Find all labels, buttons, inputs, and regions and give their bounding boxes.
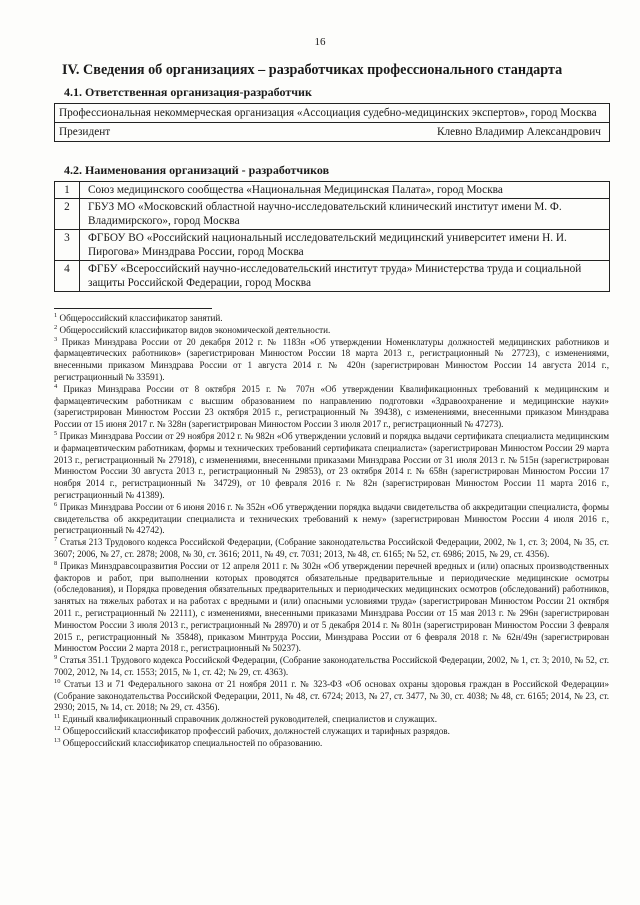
responsible-table [54,103,610,142]
developer-name: ГБУЗ МО «Московский областной научно-исследовательский клинический институт имени М. Ф. Владимирского», город Москва [80,199,610,230]
footnote [54,726,609,738]
footnote-marker: 1 [54,311,58,319]
section-title: IV. Сведения об организациях – разработчиках профессионального стандарта [62,62,563,78]
footnote-text: Общероссийский классификатор специальностей по образованию. [62,737,323,748]
footnote [54,679,609,714]
footnote-marker: 4 [54,382,58,390]
footnote-marker: 6 [54,500,58,508]
developer-name: Союз медицинского сообщества «Национальная Медицинская Палата», город Москва [80,182,610,199]
footnote [54,561,609,655]
footnote [54,325,609,337]
developer-num: 4 [55,261,80,292]
footnote-marker: 9 [54,654,58,662]
footnotes [54,313,609,749]
footnote [54,738,609,750]
footnote-marker: 5 [54,429,58,437]
footnote [54,502,609,537]
footnote [54,655,609,679]
footnote-text: Общероссийский классификатор занятий. [59,313,223,323]
footnote-marker: 8 [54,559,58,567]
footnote-marker: 12 [54,724,61,732]
footnote [54,337,609,384]
developer-name: ФГБУ «Всероссийский научно-исследовательский институт труда» Министерства труда и социальной защиты Российской Федерации, город Москва [80,261,610,292]
footnote-text: Общероссийский классификатор профессий рабочих, должностей служащих и тарифных разрядов. [62,725,450,736]
footnote-marker: 13 [54,736,61,744]
responsible-org-row [55,104,610,123]
footnote-text: Общероссийский классификатор видов экономической деятельности. [59,324,331,335]
footnote-separator [54,308,212,309]
developer-row [55,230,610,261]
footnote-marker: 11 [54,713,61,721]
footnote-marker: 2 [54,323,58,331]
footnote-text: Статьи 13 и 71 Федерального закона от 21 ноября 2011 г. № 323-ФЗ «Об основах охраны здоровья граждан в Российской Федерации» (Собрание законодательства Российской Федерации, 2011, № 48, ст. 6724; 2013, № 27, ст. 3477, № 30, ст. 4038; № 48, ст. 6165; 2014, № 23, ст. 2930; 2015, № 14, ст. 2018; № 29, ст. 4356). [54,678,610,713]
footnote [54,537,609,561]
developer-name: ФГБОУ ВО «Российский национальный исследовательский медицинский университет имени Н. И. Пирогова» Минздрава России, город Москва [80,230,610,261]
footnote-text: Приказ Минздрава России от 8 октября 2015 г. № 707н «Об утверждении Квалификационных требований к медицинским и фармацевтическим работникам с высшим образованием по направлению подготовки «Здравоохранение и медицинские науки» (зарегистрирован Минюстом России 23 октября 2015 г., регистрационный № 39438), с изменениями, внесенными приказом Минздрава России от 15 июня 2017 г. № 328н (зарегистрирован Минюстом России 3 июля 2017 г., регистрационный № 47273). [54,383,610,430]
footnote-text: Приказ Минздрава России от 6 июня 2016 г. № 352н «Об утверждении порядка выдачи свидетельства об аккредитации специалиста, формы свидетельства об аккредитации специалиста и технических требований к нему» (зарегистрирован Минюстом России 4 июля 2016 г., регистрационный № 42742). [54,501,609,536]
footnote-marker: 3 [54,335,58,343]
developer-row [55,261,610,292]
responsible-heading: 4.1. Ответственная организация-разработчик [64,85,312,99]
footnote-text: Приказ Минздрава России от 29 ноября 2012 г. № 982н «Об утверждении условий и порядка выдачи сертификата специалиста медицинским и фармацевтическим работникам, формы и технических требований сертификата специалиста» (зарегистрирован Минюстом России 29 марта 2013 г., регистрационный № 27918), с изменениями, внесенными приказами Минздрава России от 31 июля 2013 г. № 515н (зарегистрирован Минюстом России 30 августа 2013 г., регистрационный № 29853), от 23 октября 2014 г. № 658н (зарегистрирован Минюстом России 17 ноября 2014 г., регистрационный № 34729), от 10 февраля 2016 г. № 82н (зарегистрирован Минюстом России 11 марта 2016 г., регистрационный № 41389). [54,430,609,500]
developers-heading: 4.2. Наименования организаций - разработчиков [64,163,330,177]
footnote-text: Приказ Минздрава России от 20 декабря 2012 г. № 1183н «Об утверждении Номенклатуры должностей медицинских работников и фармацевтических работников» (зарегистрирован Минюстом России 18 марта 2013 г., регистрационный № 27723), с изменениями, внесенными приказом Минздрава России от 1 августа 2014 г. № 420н (зарегистрирован Минюстом России 14 августа 2014 г., регистрационный № 33591). [54,336,609,382]
footnote [54,313,609,325]
footnote-marker: 7 [54,536,58,544]
footnote [54,714,609,726]
responsible-org-name: Профессиональная некоммерческая организация «Ассоциация судебно-медицинских экспертов», город Москва [55,104,610,123]
responsible-position: Президент [59,126,111,138]
footnote-text: Приказ Минздравсоцразвития России от 12 апреля 2011 г. № 302н «Об утверждении перечней вредных и (или) опасных производственных факторов и работ, при выполнении которых проводятся обязательные предварительные и периодические медицинские осмотры (обследования), и Порядка проведения обязательных предварительных и периодических медицинских осмотров (обследований) работников, занятых на тяжелых работах и на работах с вредными и (или) опасными условиями труда» (зарегистрирован Минюстом России 21 октября 2011 г., регистрационный № 22111), с изменениями, внесенными приказами Минздрава России от 15 мая 2013 г. № 296н (зарегистрирован Минюстом России 3 июля 2013 г., регистрационный № 28970) и от 5 декабря 2014 г. № 801н (зарегистрирован Минюстом России 3 февраля 2015 г., регистрационный № 35848), приказом Минтруда России, Минздрава России от 6 февраля 2018 г. № 62н/49н (зарегистрирован Минюстом России 2 марта 2018 г., регистрационный № 50237). [54,560,609,654]
footnote-text: Статья 351.1 Трудового кодекса Российской Федерации, (Собрание законодательства Российской Федерации, 2002, № 1, ст. 3; 2010, № 52, ст. 7002, 2012, № 14, ст. 1553; 2015, № 1, ст. 42; № 29, ст. 4363). [54,655,609,677]
page-number: 16 [314,36,326,48]
developer-row [55,182,610,199]
footnote-marker: 10 [54,677,61,685]
footnote [54,431,609,502]
developer-row [55,199,610,230]
footnote-text: Единый квалификационный справочник должностей руководителей, специалистов и служащих. [62,714,438,725]
responsible-person-row [55,123,610,142]
developer-num: 1 [55,182,80,199]
responsible-person: Клевно Владимир Александрович [436,126,601,138]
footnote-text: Статья 213 Трудового кодекса Российской Федерации, (Собрание законодательства Российской Федерации, 2002, № 1, ст. 3; 2004, № 35, ст. 3607; 2006, № 27, ст. 2878; 2008, № 30, ст. 3616; 2011, № 49, ст. 7031; 2013, № 48, ст. 6165; № 52, ст. 6986; 2015, № 29, ст. 4356). [54,537,609,559]
footnote [54,384,609,431]
developer-num: 3 [55,230,80,261]
developer-num: 2 [55,199,80,230]
developers-table [54,181,610,292]
